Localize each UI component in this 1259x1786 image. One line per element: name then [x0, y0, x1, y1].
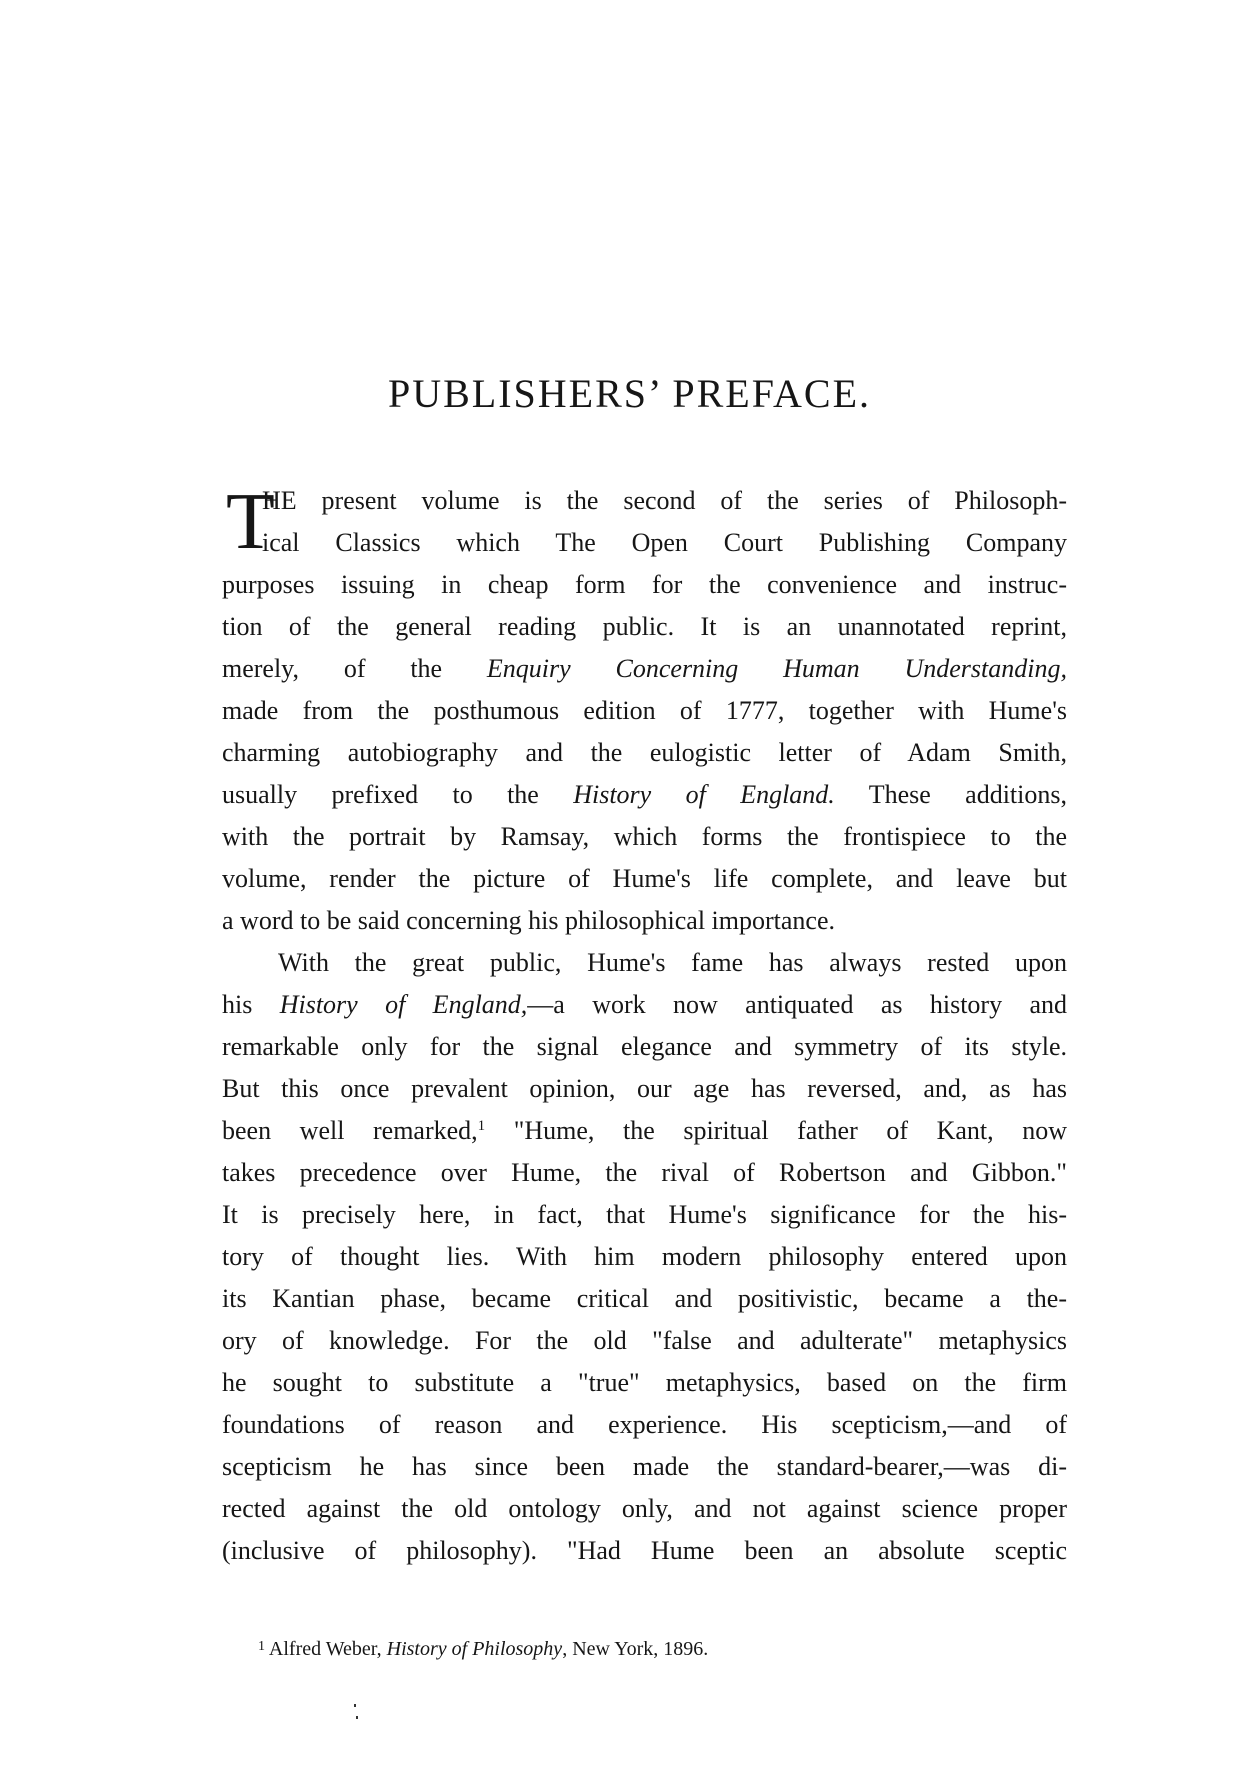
scan-speck [354, 1704, 356, 1707]
text-line: It is precisely here, in fact, that Hume's significance for the his- [222, 1200, 1067, 1229]
text-run: been well remarked, [222, 1116, 478, 1145]
book-title-italic: Enquiry Concerning Human Understanding, [486, 654, 1067, 683]
text-line: With the great public, Hume's fame has always rested upon [278, 948, 1067, 977]
text-line: foundations of reason and experience. His scepticism,—and of [222, 1410, 1067, 1439]
paragraph-2 [222, 942, 1067, 1572]
text-line: charming autobiography and the eulogistic letter of Adam Smith, [222, 738, 1067, 767]
footnote-author: Alfred Weber, [268, 1638, 387, 1660]
text-line: a word to be said concerning his philosophical importance. [222, 906, 836, 935]
text-line: tory of thought lies. With him modern philosophy entered upon [222, 1242, 1067, 1271]
text-line: made from the posthumous edition of 1777, together with Hume's [222, 696, 1067, 725]
paragraph-1 [222, 480, 1067, 942]
text-line: (inclusive of philosophy). "Had Hume been an absolute sceptic [222, 1536, 1067, 1565]
text-line [222, 774, 1067, 816]
page-title: PUBLISHERS’ PREFACE. [387, 371, 872, 416]
text-line: volume, render the picture of Hume's life complete, and leave but [222, 864, 1067, 893]
preface-body [222, 480, 1067, 1572]
footnote [258, 1638, 708, 1661]
text-line: But this once prevalent opinion, our age has reversed, and, as has [222, 1074, 1067, 1103]
text-line: tion of the general reading public. It is an unannotated reprint, [222, 612, 1067, 641]
drop-cap: T [226, 478, 275, 566]
text-line [222, 648, 1067, 690]
text-line: with the portrait by Ramsay, which forms the frontispiece to the [222, 822, 1067, 851]
book-title-italic: History of England, [279, 990, 528, 1019]
scan-speck [356, 1716, 358, 1719]
text-line: HE present volume is the second of the series of Philosoph- [262, 486, 1067, 515]
text-run: his [222, 990, 280, 1019]
text-line: purposes issuing in cheap form for the convenience and instruc- [222, 570, 1067, 599]
text-line: he sought to substitute a "true" metaphysics, based on the firm [222, 1368, 1067, 1397]
text-line: ory of knowledge. For the old "false and adulterate" metaphysics [222, 1326, 1067, 1355]
text-line: takes precedence over Hume, the rival of Robertson and Gibbon." [222, 1158, 1067, 1187]
text-line: remarkable only for the signal elegance and symmetry of its style. [222, 1032, 1067, 1061]
text-run: usually prefixed to the [222, 780, 574, 809]
footnote-work-italic: History of Philosophy [386, 1638, 563, 1660]
text-line: rected against the old ontology only, and not against science proper [222, 1494, 1067, 1523]
footnote-marker: 1 [258, 1639, 265, 1654]
footnote-reference[interactable]: 1 [477, 1118, 486, 1134]
text-line [222, 1110, 1067, 1152]
text-line: ical Classics which The Open Court Publishing Company [262, 528, 1067, 557]
text-line: scepticism he has since been made the standard-bearer,—was di- [222, 1452, 1067, 1481]
text-line [222, 984, 1067, 1026]
text-run: merely, of the [222, 654, 487, 683]
footnote-rest: , New York, 1896. [562, 1638, 709, 1660]
text-run: —a work now antiquated as history and [527, 990, 1067, 1019]
text-run: These additions, [834, 780, 1067, 809]
book-title-italic: History of England. [573, 780, 835, 809]
text-run: "Hume, the spiritual father of Kant, now [485, 1116, 1067, 1145]
text-line: its Kantian phase, became critical and positivistic, became a the- [222, 1284, 1067, 1313]
